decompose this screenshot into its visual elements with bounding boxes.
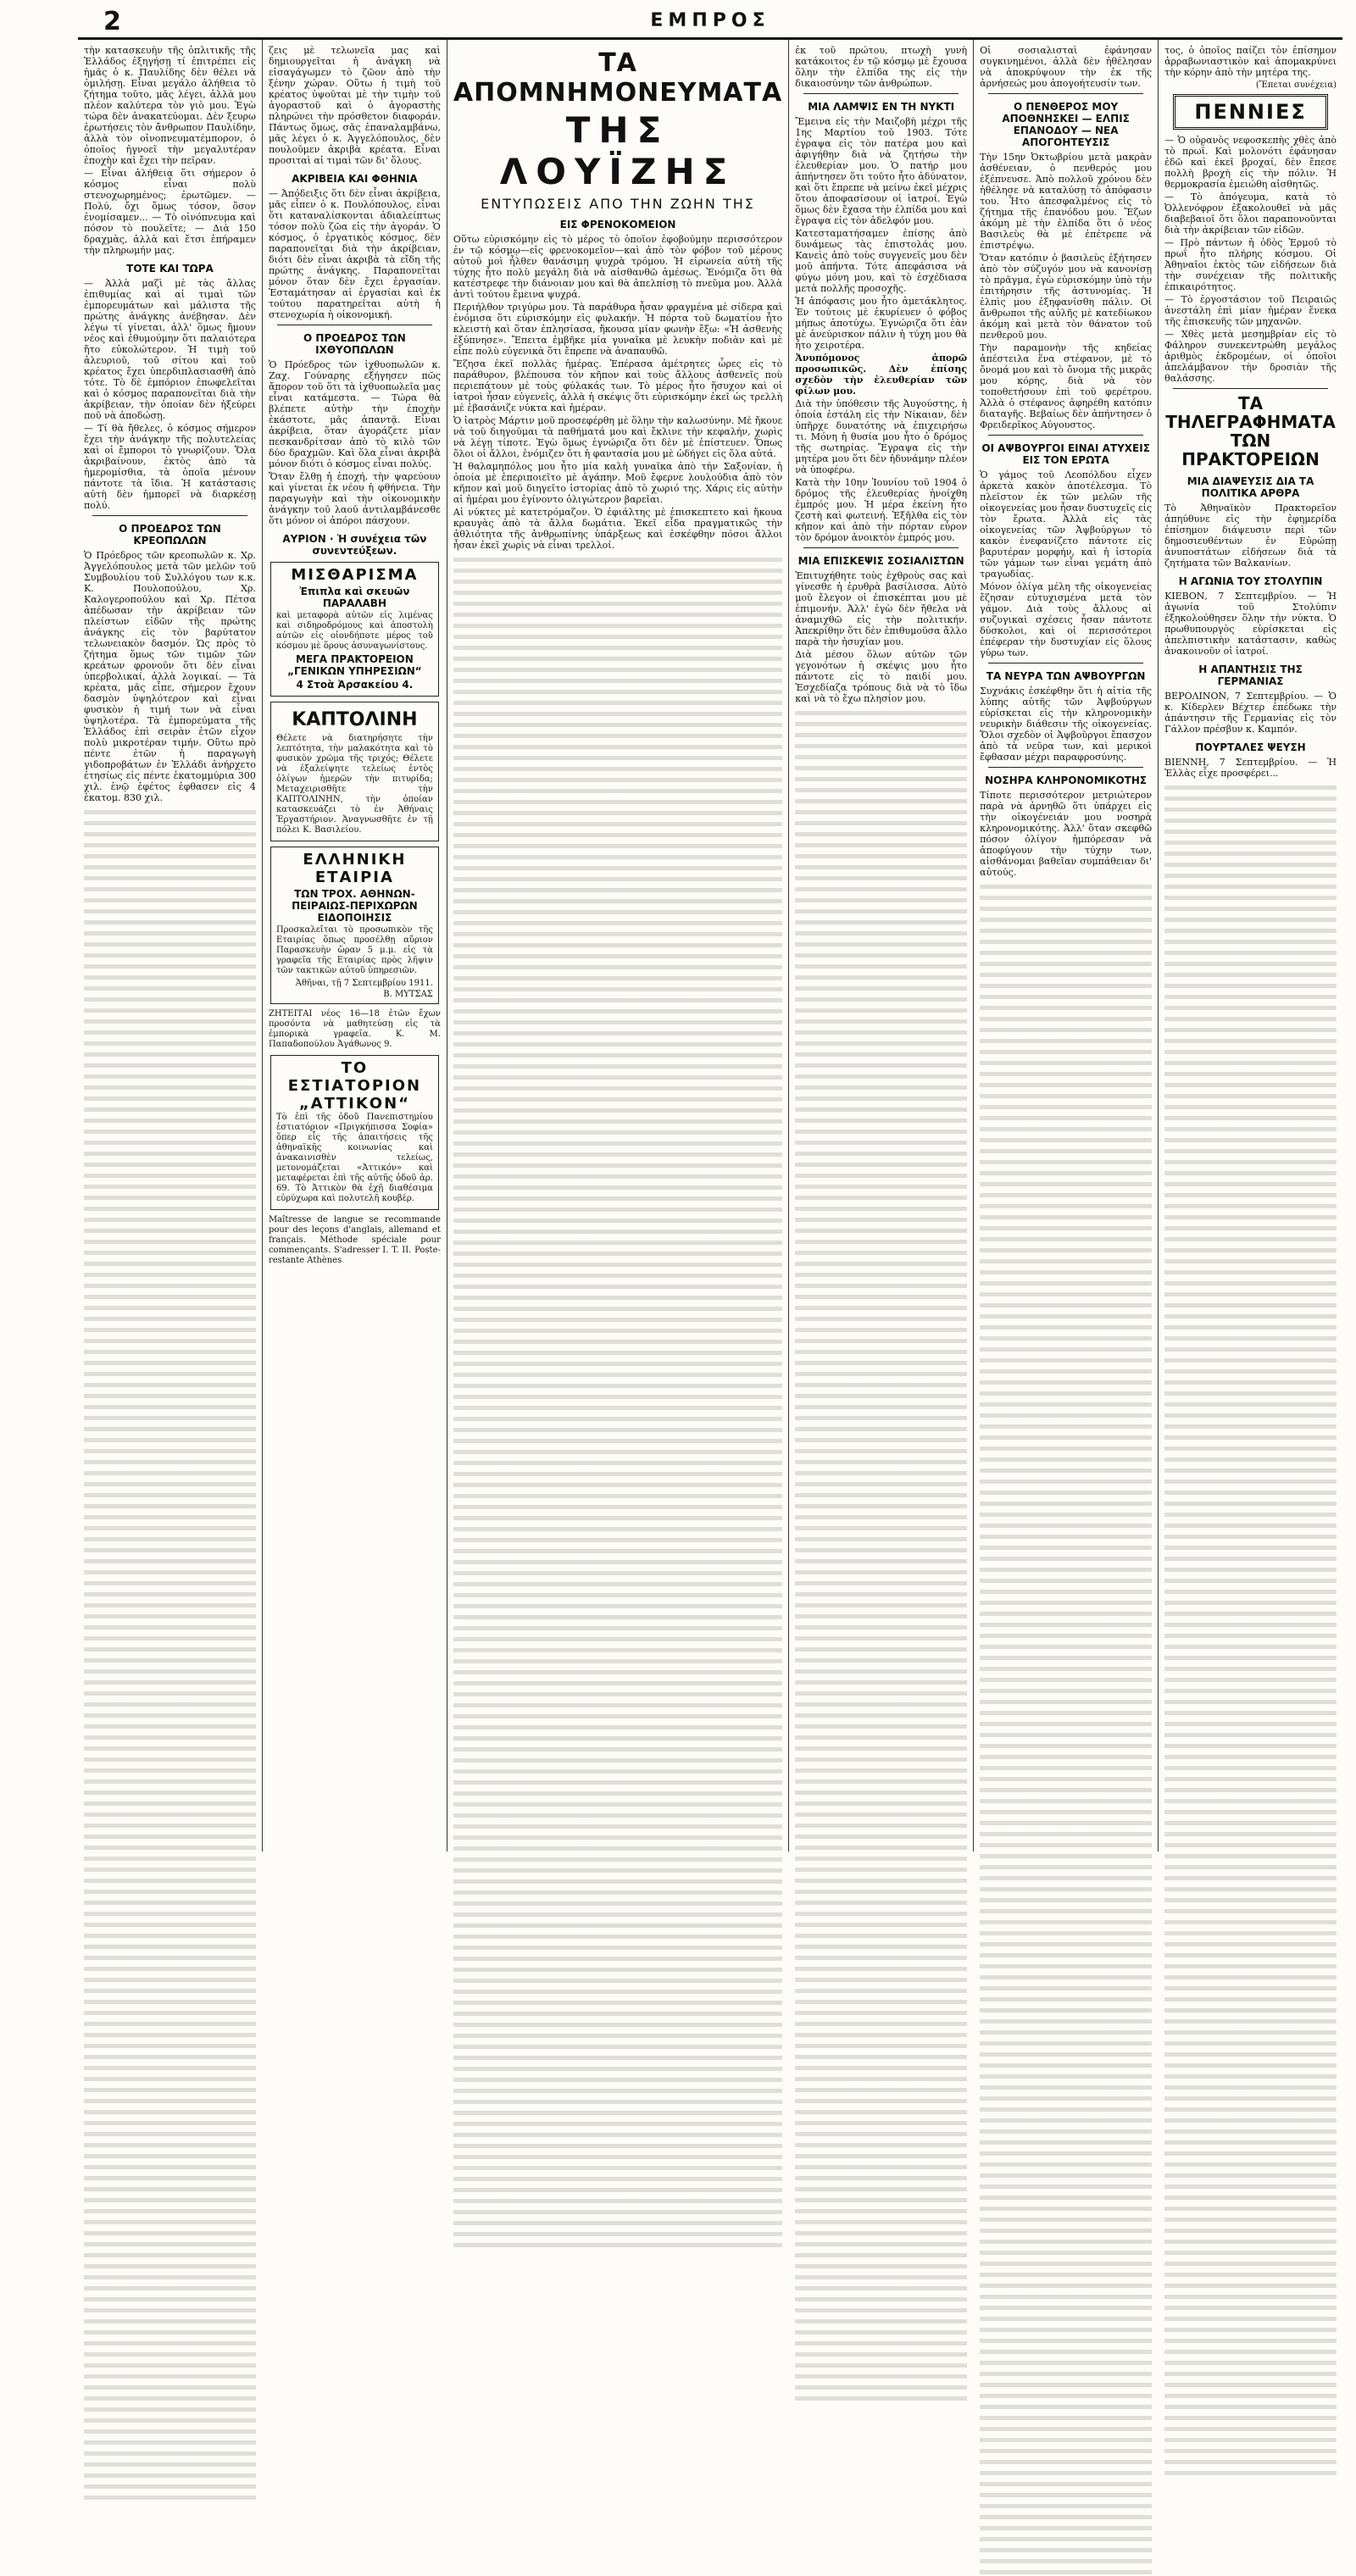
article-text: Τίποτε περισσότερον μετριώτερον παρὰ νὰ ἀρνηθῶ ὅτι ὑπάρχει εἰς τὴν οἰκογένειάν μου νοσηρὰ κληρονομικότης. Ἀλλ' ὅταν σκεφθῶ πόσον ὀλίγον ἠμπόρεσαν νὰ ἀποφύγουν τὴν τύχην των, αἰσθάνομαι βαθεῖαν συμπάθειαν δι' αὐτούς. xyxy=(980,790,1153,878)
brief-text: — Τὸ ἐργοστάσιον τοῦ Πειραιῶς ἀνεστάλη ἐπὶ μίαν ἡμέραν ἕνεκα τῆς ἐπισκευῆς τῶν μηχανῶν. xyxy=(1164,294,1337,327)
article-text: — Ἀλλὰ μαζὶ μὲ τὰς ἄλλας ἐπιθυμίας καὶ αἱ τιμαὶ τῶν ἐμπορευμάτων καὶ μάλιστα τῆς πρώτης ἀνάγκης ἀνέβησαν. Δὲν λέγω τί γίνεται, ἀλλ' ὅμως ἤμουν νέος καὶ ἐθυμούμην ὅτι παλαιότερα ἤτο εὐκολώτερον. Ἡ τιμὴ τοῦ ἀλευριοῦ, τοῦ σίτου καὶ τοῦ κρέατος ἔχει ὑπερδιπλασιασθῆ ἀπὸ τότε. Τὸ δὲ ἐμπόριον ἐπωφελεῖται καὶ ὁ κόσμος παραπονεῖται διὰ τὴν ἀκρίβειαν, τὴν ὁποίαν δὲν ἠξεύρει ποῦ νὰ ἀποδώσῃ. xyxy=(84,278,256,421)
divider xyxy=(988,93,1143,94)
section-heading: Η ΑΓΩΝΙΑ ΤΟΥ ΣΤΟΛΥΠΙΝ xyxy=(1178,575,1323,587)
article-text: Ἔμεινα εἰς τὴν Μαιζοβὴ μέχρι τῆς 1ης Μαρτίου τοῦ 1903. Τότε ἐγραψα εἰς τὸν πατέρα μου καὶ ἀφιγήθην διὰ νὰ ζητήσω τὴν ἐλευθερίαν μου. Ὁ πατήρ μου ἀπήντησεν ὅτι τοῦτο ἦτο ἀδύνατον, καὶ ὅτι ἔπρεπε νὰ μείνω ἐκεῖ μέχρις ὅτου ἀποφασίσουν οἱ ἰατροί. Ἐγὼ ὅμως δὲν ἔχασα τὴν ἐλπίδα μου καὶ ἔγραψα εἰς τὸν ἀδελφόν μου. xyxy=(795,116,968,226)
ad-subtitle: ΤΩΝ ΤΡΟΧ. ΑΘΗΝΩΝ-ΠΕΙΡΑΙΩΣ-ΠΕΡΙΧΩΡΩΝ ΕΙΔΟΠΟΙΗΣΙΣ xyxy=(292,888,418,924)
ad-date: Ἀθῆναι, τῇ 7 Σεπτεμβρίου 1911. xyxy=(295,979,433,988)
advertisement-kaptolini xyxy=(270,702,439,841)
article-text: τος, ὁ ὁποῖος παίζει τὸν ἐπίσημον ἀρραβωνιαστικὸν καὶ ἀπομακρύνει τὴν κόρην ἀπὸ τὴν μητέρα της. xyxy=(1164,45,1337,78)
text-texture xyxy=(453,554,782,2249)
article-text: Ὁ γάμος τοῦ Λεοπόλδου εἶχεν ἀρκετὰ κακὸν ἀποτέλεσμα. Τὸ πλεῖστον ἐκ τῶν μελῶν τῆς οἰκογενείας μου ἦσαν δυστυχεῖς εἰς τὸν ἔρωτα. Ἀλλὰ εἰς τὰς οἰκογενείας τῶν Ἀψβούργων τὸ κακὸν ἐνεφανίζετο πάντοτε εἰς βαρυτέραν μορφήν, καὶ ἡ ἱστορία τῶν γάμων των εἶναι γεμάτη ἀπὸ τραγωδίας. xyxy=(980,469,1153,580)
feature-title-name: ΤΗΣ ΛΟΥΪΖΗΣ xyxy=(499,109,736,192)
section-heading: ΝΟΣΗΡΑ ΚΛΗΡΟΝΟΜΙΚΟΤΗΣ xyxy=(985,774,1148,786)
column-6 xyxy=(1159,40,1342,1852)
section-heading: Η ΑΠΑΝΤΗΣΙΣ ΤΗΣ ΓΕΡΜΑΝΙΑΣ xyxy=(1198,663,1303,687)
section-heading: ΤΑ ΝΕΥΡΑ ΤΩΝ ΑΨΒΟΥΡΓΩΝ xyxy=(986,670,1146,682)
divider xyxy=(988,767,1143,768)
ad-title: ΤΟ ΕΣΤΙΑΤΟΡΙΟΝ „ΑΤΤΙΚΟΝ“ xyxy=(287,1059,422,1113)
ad-address: 4 Στοὰ Ἀρσακείου 4. xyxy=(296,679,414,691)
article-text: Ἡ θαλαμηπόλος μου ἦτο μία καλὴ γυναῖκα ἀπὸ τὴν Σαξονίαν, ἡ ὁποία μὲ ἐπεριποιεῖτο μὲ ἀγάπην. Μοῦ ἔφερνε λουλούδια ἀπὸ τὸν κῆπον καὶ μοῦ διηγεῖτο ἱστορίας ἀπὸ τὸ χωριό της. Χάρις εἰς αὐτὴν αἱ ἡμέραι μου ἐγίνοντο ὀλιγώτερον βαρεῖαι. xyxy=(453,461,783,505)
divider xyxy=(92,515,247,516)
news-briefs-heading: ΠΕΝΝΙΕΣ xyxy=(1173,94,1328,130)
page-header xyxy=(78,7,1342,40)
article-text: Ὅταν κατόπιν ὁ βασιλεὺς ἐξήτησεν ἀπὸ τὸν σύζυγόν μου νὰ κανονίσῃ τὸ πρᾶγμα, ἐγὼ εὑρισκόμην ὑπὸ τὴν ἐπιτήρησιν τῆς ἀστυνομίας. Ἡ ἐλπὶς μου ἐξηφανίσθη πάλιν. Οἱ ἄνθρωποι τῆς αὐλῆς μὲ κατεδίωκον ἀκόμη καὶ μετὰ τὸν θάνατον τοῦ πενθεροῦ μου. xyxy=(980,253,1153,341)
article-text: Περιήλθον τριγύρω μου. Τὰ παράθυρα ἦσαν φραγμένα μὲ σίδερα καὶ ἐνόμισα ὅτι εὑρισκόμην εἰς φυλακήν. Ἡ πόρτα τοῦ δωματίου ἦτο κλειστὴ καὶ ὅταν ἐπλησίασα, ἤκουσα μίαν φωνὴν ἔξω: «Ἡ ἀσθενὴς ἐξύπνησε». Ἔπειτα ἐμβῆκε μία γυναῖκα μὲ λευκὴν ποδιὰν καὶ μὲ εἶπε πολὺ εὐγενικὰ ὅτι ἔπρεπε νὰ ἀναπαυθῶ. xyxy=(453,302,783,357)
brief-text: — Πρὸ πάντων ἡ ὁδὸς Ἑρμοῦ τὸ πρωΐ ἦτο πλήρης κόσμου. Οἱ Ἀθηναῖοι ἐκτὸς τῶν εἰδήσεων διὰ τὴν συνέχειαν τῆς πολιτικῆς ἐπικαιρότητος. xyxy=(1164,237,1337,292)
continuation-note: ΑΥΡΙΟΝ · Ἡ συνέχεια τῶν συνεντεύξεων. xyxy=(282,533,427,557)
article-text: Αἱ νύκτες μὲ κατετρόμαζον. Ὁ ἐφιάλτης μὲ ἐπισκεπτετο καὶ ἤκουα κραυγὰς ἀπὸ τὰ ἄλλα δωμάτια. Ἐκεῖ εἶδα πραγματικῶς τὴν ἀθλιότητα τῆς ἀνθρωπίνης ὑπάρξεως καὶ ἐσκέφθην πόσοι ἄλλοι ἦσαν ἐκεῖ χωρὶς νὰ εἶναι τρελλοί. xyxy=(453,507,783,551)
ad-text: Τὸ ἐπὶ τῆς ὁδοῦ Πανεπιστημίου ἑστιατόριον «Πριγκήπισσα Σοφία» ὅπερ εἶς τῆς ἀπαιτήσεις τῆς ἀθηναϊκῆς κοινωνίας καὶ ἀνακαινισθὲν τελείως, μετονομάζεται «Ἀττικόν» καὶ μεταφέρεται ἐπὶ τῆς αὐτῆς ὁδοῦ ἀρ. 69. Τὸ Ἀττικὸν θὰ ἐχῇ διαθέσιμα εὐρύχωρα καὶ πολυτελῆ κουβέρ. xyxy=(275,1113,433,1203)
article-text: Ἡ ἀπόφασις μου ἦτο ἀμετάκλητος. Ἐν τούτοις μὲ ἐκυρίευεν ὁ φόβος μήπως ἀποτύχω. Ἐγνώριζα ὅτι ἐὰν μὲ ἀνεύρισκον πάλιν ἡ τύχη μου θὰ ἦτο χειροτέρα. xyxy=(795,296,968,351)
article-text: τὴν κατασκευὴν τῆς ὁπλιτικῆς τῆς Ἑλλάδος ἐξηγήσῃ τί ἐπιτρέπει εἰς ἡμᾶς ὁ κ. Παυλίδης δὲν θέλει νὰ ὁμιλήσῃ. Εἶναι μεγάλο ἀλήθεια τὸ ζήτημα τοῦτο, μᾶς λέγει, ἀλλὰ μου πλέον καλύτερα τὸν γιὸ μου. Ἐγὼ τώρα δὲν ἀνακατεύομαι. Δὲν ξευρω ἐρωτήσεις τὸν ἄνθρωπον Παυλίδην, ἀλλὰ τὸν οἰνοπνευματέμπορον, ὁ ὁποῖος ἠγνοεῖ τὴν μεγαλυτέραν ἐποχὴν καὶ ἔχει τὴν πεῖραν. xyxy=(84,45,256,166)
columns xyxy=(78,40,1342,1852)
article-text: Διὰ μέσου ὅλων αὐτῶν τῶν γεγονότων ἡ σκέψις μου ἦτο πάντοτε εἰς τὸ παιδί μου. Ἐσχεδίαζα τρόπους διὰ νὰ τὸ ἴδω καὶ νὰ τὸ ἔχω πλησίον μου. xyxy=(795,649,968,704)
article-text: Ἔζησα ἐκεῖ πολλὰς ἡμέρας. Ἐπέρασα ἀμέτρητες ὧρες εἰς τὸ παράθυρον, βλέπουσα τὸν κῆπον καὶ τοὺς ἄλλους ἀσθενεῖς ποὺ περιεπάτουν μὲ τοὺς φύλακάς των. Τὸ μέρος ἦτο ἥσυχον καὶ οἱ ἰατροὶ ἦσαν εὐγενεῖς, ἀλλὰ ἡ σκέψις ὅτι εὑρισκόμην ἐκεῖ ὡς τρελλὴ μὲ ἐβασάνιζε νύκτα καὶ ἡμέραν. xyxy=(453,358,783,414)
article-text: Οἱ σοσιαλισταὶ ἐφάνησαν συγκινημένοι, ἀλλὰ δὲν ἠθέλησαν νὰ ἀποκρύψουν τὴν ἐκ τῆς ἀρνήσεώς μου ἀπογοήτευσίν των. xyxy=(980,45,1153,89)
text-texture xyxy=(84,807,256,2501)
article-text: — Τί θὰ ἤθελες, ὁ κόσμος σήμερον ἔχει τὴν ἀνάγκην τῆς πολυτελείας καὶ οἱ ἔμποροι τὸ γνωρίζουν. Ὅλα ἀκριβαίνουν, ἐκτὸς ἀπὸ τὰ ἡμερομίσθια, τὰ ὁποῖα μένουν πάντοτε τὰ ἴδια. Ἡ κατάστασις αὐτὴ δὲν ἠμπορεῖ νὰ διαρκέσῃ πολύ. xyxy=(84,423,256,511)
column-3 xyxy=(447,40,789,1852)
section-heading: ΠΟΥΡΤΑΛΕΣ ΨΕΥΣΗ xyxy=(1195,741,1306,753)
advertisement-restaurant xyxy=(270,1055,439,1210)
article-text: Ὁ Πρόεδρος τῶν ἰχθυοπωλῶν κ. Ζαχ. Γούναρης εξήγησεν πῶς ἄπορον τοῦ ὅτι τὰ ἰχθυοπωλεῖα μας εἶναι κατάμεστα. — Τώρα θὰ βλέπετε αὐτὴν τὴν ἐποχὴν ἐκάστοτε, μᾶς ἀπαντᾷ. Εἶναι ἀκρίβεια, ὅταν ἀγοράζετε μίαν πεσκανδρίτσαν ἀπὸ τὸ κιλὸ τῶν δύο δραχμῶν. Καὶ ὅλα εἶναι ἀκριβὰ μόνον διότι ὁ κόσμος εἶναι πολύς. xyxy=(268,359,441,469)
continuation-note: (Ἔπεται συνέχεια) xyxy=(1255,80,1337,90)
column-5 xyxy=(974,40,1159,1852)
classified-ad: ΖΗΤΕΙΤΑΙ νέος 16—18 ἐτῶν ἔχων προσόντα νὰ μαθητεύσῃ εἰς τὰ ἐμπορικὰ γραφεῖα. Κ. Μ. Παπαδοπούλου Ἀγάθωνος 9. xyxy=(268,1009,441,1049)
ad-text: Προσκαλεῖται τὸ προσωπικὸν τῆς Εταιρίας ὅπως προσέλθῃ αὔριον Παρασκευὴν ὥραν 5 μ.μ. εἰς τὰ γραφεῖα τῆς Εταιρίας πρὸς λῆψιν τῶν τακτικῶν αὐτοῦ ὑπηρεσιῶν. xyxy=(275,925,433,975)
ad-title: ΚΑΠΤΟΛΙΝΗ xyxy=(292,709,418,730)
feature-subtitle: ΕΝΤΥΠΩΣΕΙΣ ΑΠΟ ΤΗΝ ΖΩΗΝ ΤΗΣ xyxy=(481,196,755,212)
article-text: ΚΙΕΒΟΝ, 7 Σεπτεμβρίου. — Ἡ ἀγωνία τοῦ Στολύπιν ἐξηκολούθησεν ὅλην τὴν νύκτα. Ὁ πρωθυπουργὸς εὑρίσκεται εἰς ἀπελπιστικὴν κατάστασιν, καθὼς ἀνακοινοῦν οἱ ἰατροί. xyxy=(1164,591,1337,657)
ad-subtitle: Ἐπιπλα καὶ σκευῶν ΠΑΡΑΛΑΒΗ xyxy=(299,586,410,609)
brief-text: — Τὸ ἀπόγευμα, κατὰ τὸ Ὀλλενόφρον ἐξακολουθεῖ νὰ μᾶς διαβεβαιοῖ ὅτι ὅλοι παραπονοῦνται διὰ τὴν ἀκρίβειαν τῶν εἰδῶν. xyxy=(1164,192,1337,236)
section-heading: ΕΙΣ ΦΡΕΝΟΚΟΜΕΙΟΝ xyxy=(559,219,676,230)
section-heading: ΑΚΡΙΒΕΙΑ ΚΑΙ ΦΘΗΝΙΑ xyxy=(292,173,418,185)
section-heading: ΜΙΑ ΔΙΑΨΕΥΣΙΣ ΔΙΑ ΤΑ ΠΟΛΙΤΙΚΑ ΑΡΘΡΑ xyxy=(1186,475,1314,499)
article-text: Ὁ ἰατρὸς Μάρτιν μοῦ προσεφέρθη μὲ ὅλην τὴν καλωσύνην. Μὲ ἤκουε νὰ τοῦ διηγοῦμαι τὰ παθήματά μου καὶ ἔκλινε τὴν κεφαλήν, χωρὶς νὰ λέγῃ τίποτε. Ἐγὼ ὅμως ἐγνώριζα ὅτι δὲν μὲ ἐπίστευεν. Ὅπως ὅλοι οἱ ἄλλοι, ἐνόμιζεν ὅτι ἡ φαντασία μου μὲ ὡδήγει εἰς ὅλα αὐτά. xyxy=(453,415,783,459)
divider xyxy=(988,435,1143,436)
ad-signature: Β. ΜΥΤΣΑΣ xyxy=(383,990,433,999)
advertisement-moving xyxy=(270,562,439,697)
ad-text: Θέλετε νὰ διατηρήσητε τὴν λεπτότητα, τὴν μαλακότητα καὶ τὸ φυσικὸν χρῶμα τῆς τριχός; Θέλετε νὰ ἐξαλείψητε τελείως ἐντὸς ὀλίγων ἡμερῶν τὴν πιτυρίδα; Μεταχειρισθῆτε τὴν ΚΑΠΤΟΛΙΝΗΝ, τὴν ὁποίαν κατασκευάζει τὸ ἐν Ἀθήναις Ἐργαστήριον. Ἀναγνωσθῆτε ἐν τῇ πόλει Κ. Βασιλείου. xyxy=(275,734,433,835)
section-heading: Ο ΠΡΟΕΔΡΟΣ ΤΩΝ ΚΡΕΟΠΩΛΩΝ xyxy=(119,523,221,547)
ad-heading: ΜΕΓΑ ΠΡΑΚΤΟΡΕΙΟΝ „ΓΕΝΙΚΩΝ ΥΠΗΡΕΣΙΩΝ“ xyxy=(287,653,422,677)
article-text: Διὰ τὴν ὑπόθεσιν τῆς Ἀυγούστης, ἡ ὁποία ἐστάλη εἰς τὴν Νίκαιαν, δὲν ὑπῆρχε δυνατότης νὰ ἐπιχειρήσω τι. Μόνη ἡ θυσία μου ἦτο ὁ δρόμος τῆς σωτηρίας. Ἔγραψα εἰς τὴν μητέρα μου ὅτι δὲν ἠδυνάμην πλέον νὰ ὑποφέρω. xyxy=(795,398,968,475)
masthead: ΕΜΠΡΟΣ xyxy=(650,10,770,31)
article-text: Ὅταν ἔλθῃ ἡ ἐποχή, τὴν ψαρεύουν καὶ γίνεται ἐκ νέου ἡ φθήνεια. Τὴν παραγωγὴν καὶ τὴν οἰκονομικὴν ἀνάγκην τοῦ λαοῦ ἀντιλαμβάνεσθε ὅτι μόνον οἱ ἀπόροι πάσχουν. xyxy=(268,471,441,526)
section-heading: ΤΟΤΕ ΚΑΙ ΤΩΡΑ xyxy=(126,263,214,275)
text-texture xyxy=(1164,782,1337,2477)
article-text: ἐκ τοῦ πρώτου, πτωχὴ γυνὴ κατάκοιτος ἐν τῷ κόσμῳ μὲ ἔχουσα ὅλην τὴν ἐλπίδα της εἰς τὴν δικαιοσύνην τῶν ἀνθρώπων. xyxy=(795,45,968,89)
divider xyxy=(1173,388,1328,389)
article-text: ΒΕΡΟΛΙΝΟΝ, 7 Σεπτεμβρίου. — Ὁ κ. Κίδερλεν Βέχτερ ἐπέδωκε τὴν ἀπάντησιν τῆς Γερμανίας εἰς τὸν Γάλλον πρέσβυν κ. Καμπόν. xyxy=(1164,691,1337,735)
article-text: ΒΙΕΝΝΗ, 7 Σεπτεμβρίου. — Ἡ Ἑλλὰς εἶχε προσφέρει... xyxy=(1164,757,1337,779)
classified-ad: Maîtresse de langue se recommande pour des leçons d'anglais, allemand et français. Méthode spéciale pour commençants. S'adresser I. T. II. Poste-restante Athènes xyxy=(268,1215,441,1265)
brief-text: — Ὁ οὐρανὸς νεφοσκεπὴς χθὲς ἀπὸ τὸ πρωΐ. Καὶ μολονότι ἐφάνησαν ἐδῶ καὶ ἐκεῖ βροχαί, δὲν ἔπεσε πολλὴ βροχὴ εἰς τὴν πόλιν. Ἡ θερμοκρασία ἐμειώθη αἰσθητῶς. xyxy=(1164,135,1337,190)
article-text: Τὴν παραμονὴν τῆς κηδείας ἀπέστειλα ἕνα στέφανον, μὲ τὸ ὄνομά μου καὶ τὸ ὄνομα τῆς μικρᾶς μου κόρης, διὰ νὰ τὸν τοποθετήσουν ἐπὶ τοῦ φερέτρου. Ἀλλὰ ὁ στέφανος ἀφηρέθη κατόπιν διαταγῆς. Βεβαίως δὲν ἀπήντησεν ὁ Φρειδερῖκος Αὐγουστος. xyxy=(980,342,1153,430)
article-text: Κατὰ τὴν 10ην Ἰουνίου τοῦ 1904 ὁ δρόμος τῆς ἐλευθερίας ἠνοίχθη ἐμπρός μου. Ἡ μέρα ἐκείνη ἦτο ζεστὴ καὶ φωτεινή. Ἐξῆλθα εἰς τὸν κῆπον καὶ ἀπὸ τὴν πόρταν εὗρον τὸν δρόμον ἀνοικτὸν ἐμπρός μου. xyxy=(795,477,968,543)
divider xyxy=(803,93,959,94)
ad-text: καὶ μεταφορὰ αὐτῶν εἰς λιμένας καὶ σιδηροδρόμους καὶ ἀποστολὴ αὐτῶν εἰς οἱονδήποτε μέρος τοῦ κόσμου μὲ ὅρους ἀσυναγωνίστους. xyxy=(275,611,433,651)
article-text: Ὁ Πρόεδρος τῶν κρεοπωλῶν κ. Χρ. Ἀγγελόπουλος μετὰ τῶν μελῶν τοῦ Συμβουλίου τοῦ Συλλόγου των κ.κ. Κ. Πουλοπούλου, Χρ. Καλογεροπούλου καὶ Χρ. Πέτσα ἀπέδωσαν τὴν ἀκρίβειαν τῶν πλείστων εἰδῶν τῆς πρώτης ἀνάγκης εἰς τὸν βαρύτατον τελωνειακὸν δασμόν. Ὡς πρὸς τὸ ζήτημα ὅμως τῶν τιμῶν τῶν κρεάτων φρονοῦν ὅτι δὲν εἶναι ὑπερβολικαί, ἀλλὰ λογικαί. — Τὰ κρέατα, μᾶς εἶπε, σήμερον ἔχουν δασμὸν ὑψηλότερον καὶ εἶναι φυσικὸν ἡ τιμή των νὰ εἶναι ὑψηλοτέρα. Τὰ ἐμπορεύματα τῆς Ἑλλάδος ἐπὶ σειρὰν ἐτῶν εἶχον πολὺ μικροτέραν τιμήν. Οὕτω πρὸ πέντε ἐτῶν ἡ παραγωγὴ γιδοπροβάτων ἐν Ἑλλάδι ἀνήρχετο ἐτησίως εἰς πέντε ἑκατομμύρια 300 χιλ. ἐνῷ ἐφέτος ἐφθασεν εἰς 4 ἑκατομ. 830 χιλ. xyxy=(84,550,256,803)
column-2 xyxy=(263,40,447,1852)
divider xyxy=(803,547,959,548)
article-text: Συχνάκις ἐσκέφθην ὅτι ἡ αἰτία τῆς λύπης αὐτῆς τῶν Ἀψβούργων εὑρίσκεται εἰς τὴν κληρονομικὴν νευρικὴν διάθεσιν τῆς οἰκογενείας. Ὅλοι σχεδὸν οἱ Ἀψβοῦργοι ἔπασχον ἀπὸ τὰ νεῦρα των, καὶ μερικοὶ ἔφθασαν μέχρι παραφροσύνης. xyxy=(980,686,1153,763)
column-1 xyxy=(78,40,263,1852)
ad-title: ΕΛΛΗΝΙΚΗ ΕΤΑΙΡΙΑ xyxy=(303,851,407,886)
text-texture xyxy=(980,881,1152,2576)
article-text: Τὸ Ἀθηναϊκὸν Πρακτορεῖον ἀπηύθυνε εἰς τὴν ἐφημερίδα ἐπίσημον διάψευσιν περὶ τῶν δημοσιευθέντων ἐν Εὐρώπῃ ἀνυποστάτων εἰδήσεων διὰ τὰ ζητήματα τῶν Βαλκανίων. xyxy=(1164,502,1337,569)
page-number: 2 xyxy=(103,7,121,36)
section-heading: ΜΙΑ ΛΑΜΨΙΣ ΕΝ ΤΗ ΝΥΚΤΙ xyxy=(808,101,955,113)
article-text: ζεις μὲ τελωνεῖα μας καὶ δημιουργεῖται ἡ ἀνάγκη νὰ εἰσαγάγωμεν τὸ ζῶον ἀπὸ τὴν ξένην χώραν. Οὕτω ἡ τιμὴ τοῦ κρέατος ὑψοῦται μὲ τὴν τιμὴν τοῦ ἀγοραστοῦ καὶ ὁ ἀγοραστὴς πληρώνει τὴν πρόσθετον διαφοράν. Πάντως ὅμως, σᾶς ἐπαναλαμβάνω, μᾶς λέγει ὁ κ. Ἀγγελόπουλος, δὲν πουλοῦμεν ἀκριβὰ κρέατα. Εἶναι προσιταὶ αἱ τιμαὶ τῶν δι' ὅλους. xyxy=(268,45,441,166)
section-heading: ΜΙΑ ΕΠΙΣΚΕΨΙΣ ΣΟΣΙΑΛΙΣΤΩΝ xyxy=(797,555,964,567)
article-text: Κατεσταματήσαμεν ἐπίσης ἀπὸ δυνάμεως τὰς ἐπιστολάς μου. Κανεὶς ἀπὸ τοὺς συγγενεῖς μου δὲν μοῦ ἀπήντα. Τότε ἀπεφάσισα νὰ φύγω μόνη μου, καὶ τὸ ἐσχέδιασα μετὰ πολλῆς προσοχῆς. xyxy=(795,228,968,294)
text-texture xyxy=(795,708,967,2402)
article-text: — Εἶναι ἀλήθεια ὅτι σήμερον ὁ κόσμος εἶναι πολὺ στενοχωρημένος; ἐρωτῶμεν. — Πολύ, ὄχι ὅμως τόσον, ὅσον ἐνομίσαμεν... — Τὸ οἰνόπνευμα καὶ πόσον τὸ πουλεῖτε; — Διὰ 150 δραχμὰς, ἀλλὰ καὶ ἔτσι ἐπήραμεν τὴν πληρωμήν μας. xyxy=(84,168,256,256)
section-heading: Ο ΠΡΟΕΔΡΟΣ ΤΩΝ ΙΧΘΥΟΠΩΛΩΝ xyxy=(303,332,406,356)
article-text: — Ἀπόδειξις ὅτι δὲν εἶναι ἀκρίβεια, μᾶς εἶπεν ὁ κ. Πουλόπουλος, εἶναι ὅτι καταναλίσκονται ἀδιαλείπτως τόσον πολὺ ζῶα εἰς τὴν ἀγοράν. Ὁ κόσμος, ὁ ἐργατικὸς κόσμος, δὲν παραπονεῖται διὰ τὴν ἀκρίβειαν, διότι δὲν εἶναι ἀκριβὰ τὰ εἴδη τῆς πρώτης ἀνάγκης. Παραπονεῖται μόνον ὅταν δὲν ἔχει ἐργασίαν. Ἐσταμάτησαν αἱ ἐργασίαι καὶ ἐκ τούτου παρατηρεῖται αὐτὴ ἡ στενοχωρία ἡ οἰκονομική. xyxy=(268,188,441,320)
article-text: Ἐπιτυχήθητε τοὺς ἐχθροὺς σας καὶ γίνεσθε ἡ ἐρυθρὰ βασίλισσα. Αὐτὸ μοῦ ἔλεγον οἱ ἐπισκέπται μου μὲ ἐπιμονήν. Ἀλλ' ἐγὼ δὲν ἤθελα νὰ ἀναμιχθῶ εἰς τὴν πολιτικήν. Ἀπεκρίθην ὅτι δὲν ἐπιθυμοῦσα ἄλλο παρὰ τὴν ἡσυχίαν μου. xyxy=(795,570,968,647)
section-heading: ΟΙ ΑΨΒΟΥΡΓΟΙ ΕΙΝΑΙ ΑΤΥΧΕΙΣ ΕΙΣ ΤΟΝ ΕΡΩΤΑ xyxy=(981,442,1150,466)
article-text: Τὴν 15ην Ὀκτωβρίου μετὰ μακρὰν ἀσθένειαν, ὁ πενθερός μου ἐξέπνευσε. Ἀπὸ πολλοῦ χρόνου δὲν ἠθέλησε νὰ καταλύσῃ τὸ ἀπόφασιν του. Ἦτο ἀπεσφαλμένος εἰς τὸ ζήτημα τῆς ἐπανόδου μου. Ἔζων ἀκόμη μὲ τὴν ἐλπίδα ὅτι ὁ νέος Βασιλεὺς θὰ μὲ ἐπέτρεπε νὰ ἐπιστρέψω. xyxy=(980,152,1153,251)
column-4 xyxy=(789,40,974,1852)
feature-title: ΤΑ ΑΠΟΜΝΗΜΟΝΕΥΜΑΤΑ xyxy=(453,48,783,108)
telegrams-heading: ΤΑ ΤΗΛΕΓΡΑΦΗΜΑΤΑ ΤΩΝ ΠΡΑΚΤΟΡΕΙΩΝ xyxy=(1165,393,1336,469)
brief-text: — Χθὲς μετὰ μεσημβρίαν εἰς τὸ Φάληρον συνεκεντρώθη μεγάλος ἀριθμὸς ἐκδρομέων, οἱ ὁποῖοι ἀπελάμβανον τὴν δροσιὰν τῆς θαλάσσης. xyxy=(1164,329,1337,384)
ad-title: ΜΙΣΘΑΡΙΣΜΑ xyxy=(291,566,419,584)
article-text: Οὕτω εὑρισκόμην εἰς τὸ μέρος τὸ ὁποῖον ἐφοβούμην περισσότερον ἐν τῷ κόσμῳ—εἰς φρενοκομεῖον—καὶ ἀπὸ τὸν φόβον τοῦ μέρους αὐτοῦ μοὶ ἦλθεν θανάσιμη ψυχρὰ τρόμου. Ἡ εἰρωνεία αὐτὴ τῆς τύχης ἦτο πολὺ μεγάλη διὰ νὰ αἰσθανθῶ ἀμέσως. Ἐνόμιζα ὅτι θὰ κατέστρεφε τὴν διάνοιαν μου καὶ θὰ ἀπελπίσῃ τὸ πνεῦμα μου. Ἀλλὰ ἀντὶ τούτου ἔμεινα ψυχρά. xyxy=(453,234,783,300)
article-text: Μόνον ὀλίγα μέλη τῆς οἰκογενείας ἔζησαν εὐτυχισμένα μετὰ τὸν γάμον. Διὰ τοὺς ἄλλους αἱ συζυγικαὶ σχέσεις ἦσαν πάντοτε δύσκολοι, καὶ οἱ περισσότεροι ἐπέφεραν τὴν δυστυχίαν εἰς ὅλους γύρω των. xyxy=(980,581,1153,658)
section-heading: Ο ΠΕΝΘΕΡΟΣ ΜΟΥ ΑΠΟΘΝΗΣΚΕΙ — ΕΛΠΙΣ ΕΠΑΝΟΔΟΥ — ΝΕΑ ΑΠΟΓΟΗΤΕΥΣΙΣ xyxy=(1002,101,1130,148)
advertisement-tram-company xyxy=(270,847,439,1004)
article-text-bold: Ἀνυπόμονος ἀπορῶ προσωπικῶς. Δὲν ἐπίσης σχεδὸν τὴν ἐλευθερίαν τῶν φίλων μου. xyxy=(795,353,968,397)
